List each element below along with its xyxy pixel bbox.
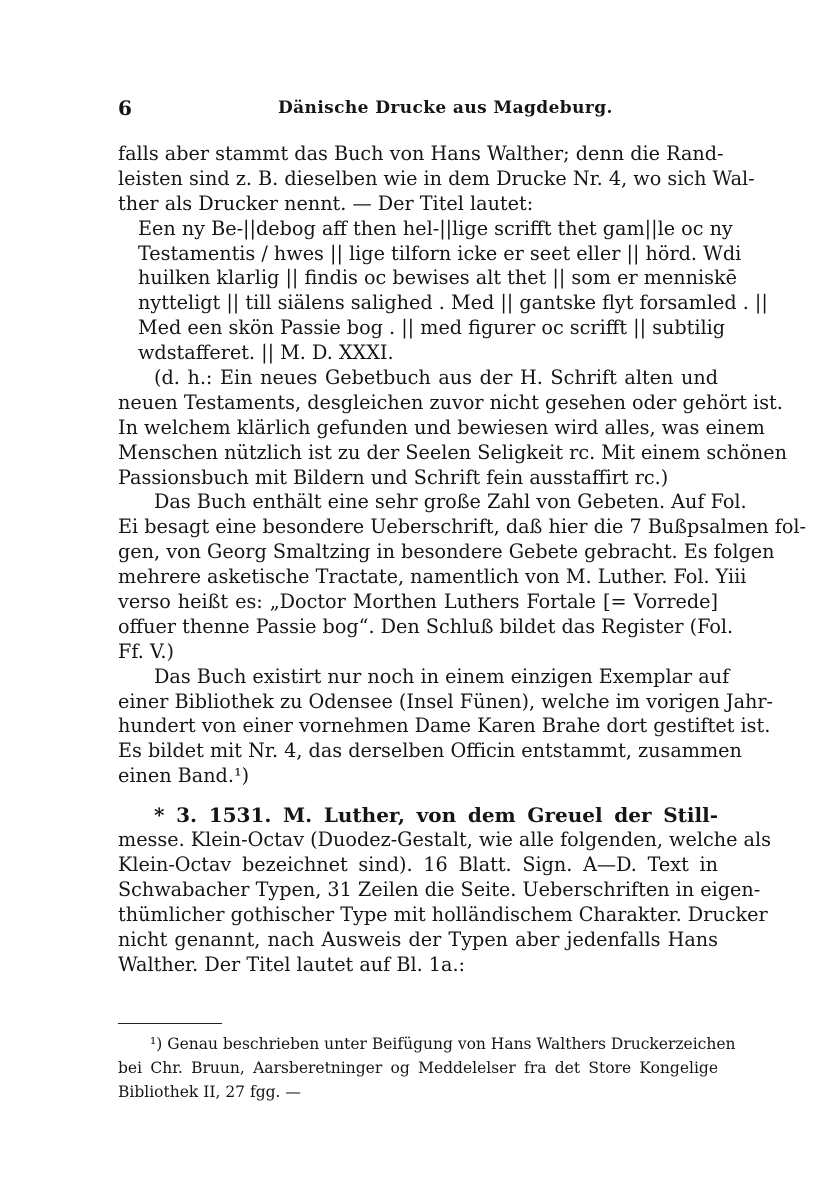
body-text-line: Menschen nützlich ist zu der Seelen Seligkeit rc. Mit einem schönen bbox=[118, 440, 787, 464]
body-text-line: falls aber stammt das Buch von Hans Walther; denn die Rand- bbox=[118, 142, 724, 165]
body-text-line: Med een skön Passie bog . || med figurer oc scrifft || subtilig bbox=[138, 316, 726, 340]
body-text-line: In welchem klärlich gefunden und bewiesen wird alles, was einem bbox=[118, 415, 765, 439]
section-text-line: Klein-Octav bezeichnet sind). 16 Blatt. Sign. A—D. Text in bbox=[118, 852, 718, 876]
footnote-text-line: Bibliothek II, 27 fgg. — bbox=[118, 1083, 301, 1101]
page-number: 6 bbox=[118, 96, 132, 120]
body-text-line: Es bildet mit Nr. 4, das derselben Officin entstammt, zusammen bbox=[118, 739, 742, 763]
body-text-line: mehrere asketische Tractate, namentlich von M. Luther. Fol. Yiii bbox=[118, 565, 747, 589]
body-text-line: einen Band.¹) bbox=[118, 764, 250, 788]
page-body bbox=[118, 142, 807, 977]
body-text-line: Das Buch existirt nur noch in einem einzigen Exemplar auf bbox=[154, 664, 730, 688]
footnote-text-line: ¹) Genau beschrieben unter Beifügung von Hans Walthers Druckerzeichen bbox=[150, 1035, 736, 1053]
section-text-line: Schwabacher Typen, 31 Zeilen die Seite. Ueberschriften in eigen- bbox=[118, 877, 761, 901]
body-text-line: leisten sind z. B. dieselben wie in dem Drucke Nr. 4, wo sich Wal- bbox=[118, 166, 755, 190]
body-text-line: gen, von Georg Smaltzing in besondere Gebete gebracht. Es folgen bbox=[118, 540, 775, 564]
body-text-line: ther als Drucker nennt. — Der Titel lautet: bbox=[118, 191, 534, 215]
running-title: Dänische Drucke aus Magdeburg. bbox=[278, 98, 613, 118]
footnote-divider bbox=[118, 1023, 222, 1024]
body-text-line: nytteligt || till siälens salighed . Med || gantske flyt forsamled . || bbox=[138, 291, 768, 315]
body-text-line: wdstafferet. || M. D. XXXI. bbox=[138, 341, 394, 365]
body-text-line: huilken klarlig || findis oc bewises alt thet || som er menniskē bbox=[138, 266, 737, 290]
body-text-line: Ff. V.) bbox=[118, 639, 175, 663]
body-text-line: Passionsbuch mit Bildern und Schrift fein ausstaffirt rc.) bbox=[118, 465, 669, 489]
footnote-text-line: bei Chr. Bruun, Aarsberetninger og Meddelelser fra det Store Kongelige bbox=[118, 1059, 718, 1077]
section-text-line: messe. Klein-Octav (Duodez-Gestalt, wie alle folgenden, welche als bbox=[118, 828, 771, 852]
body-text-line: (d. h.: Ein neues Gebetbuch aus der H. Schrift alten und bbox=[154, 366, 718, 390]
body-text-line: Een ny Be-||debog aff then hel-||lige scrifft thet gam||le oc ny bbox=[138, 216, 733, 240]
body-text-line: Testamentis / hwes || lige tilforn icke er seet eller || hörd. Wdi bbox=[138, 241, 742, 265]
body-text-line: offuer thenne Passie bog“. Den Schluß bildet das Register (Fol. bbox=[118, 614, 734, 638]
section-gap bbox=[118, 789, 718, 803]
footnotes bbox=[118, 1032, 736, 1104]
body-text-line: verso heißt es: „Doctor Morthen Luthers Fortale [= Vorrede] bbox=[118, 590, 718, 614]
body-text-line: einer Bibliothek zu Odensee (Insel Fünen), welche im vorigen Jahr- bbox=[118, 689, 774, 713]
body-text-line: Das Buch enthält eine sehr große Zahl von Gebeten. Auf Fol. bbox=[154, 490, 747, 514]
section-text-line: thümlicher gothischer Type mit holländischem Charakter. Drucker bbox=[118, 902, 768, 926]
section-text-line: nicht genannt, nach Ausweis der Typen aber jedenfalls Hans bbox=[118, 927, 718, 951]
body-text-line: neuen Testaments, desgleichen zuvor nicht gesehen oder gehört ist. bbox=[118, 390, 783, 414]
body-text-line: hundert von einer vornehmen Dame Karen Brahe dort gestiftet ist. bbox=[118, 714, 771, 738]
page-header bbox=[118, 96, 723, 126]
section-text-line: * 3. 1531. M. Luther, von dem Greuel der Still- bbox=[154, 803, 718, 828]
body-text-line: Ei besagt eine besondere Ueberschrift, daß hier die 7 Bußpsalmen fol- bbox=[118, 515, 807, 539]
section-text-line: Walther. Der Titel lautet auf Bl. 1a.: bbox=[118, 952, 466, 976]
